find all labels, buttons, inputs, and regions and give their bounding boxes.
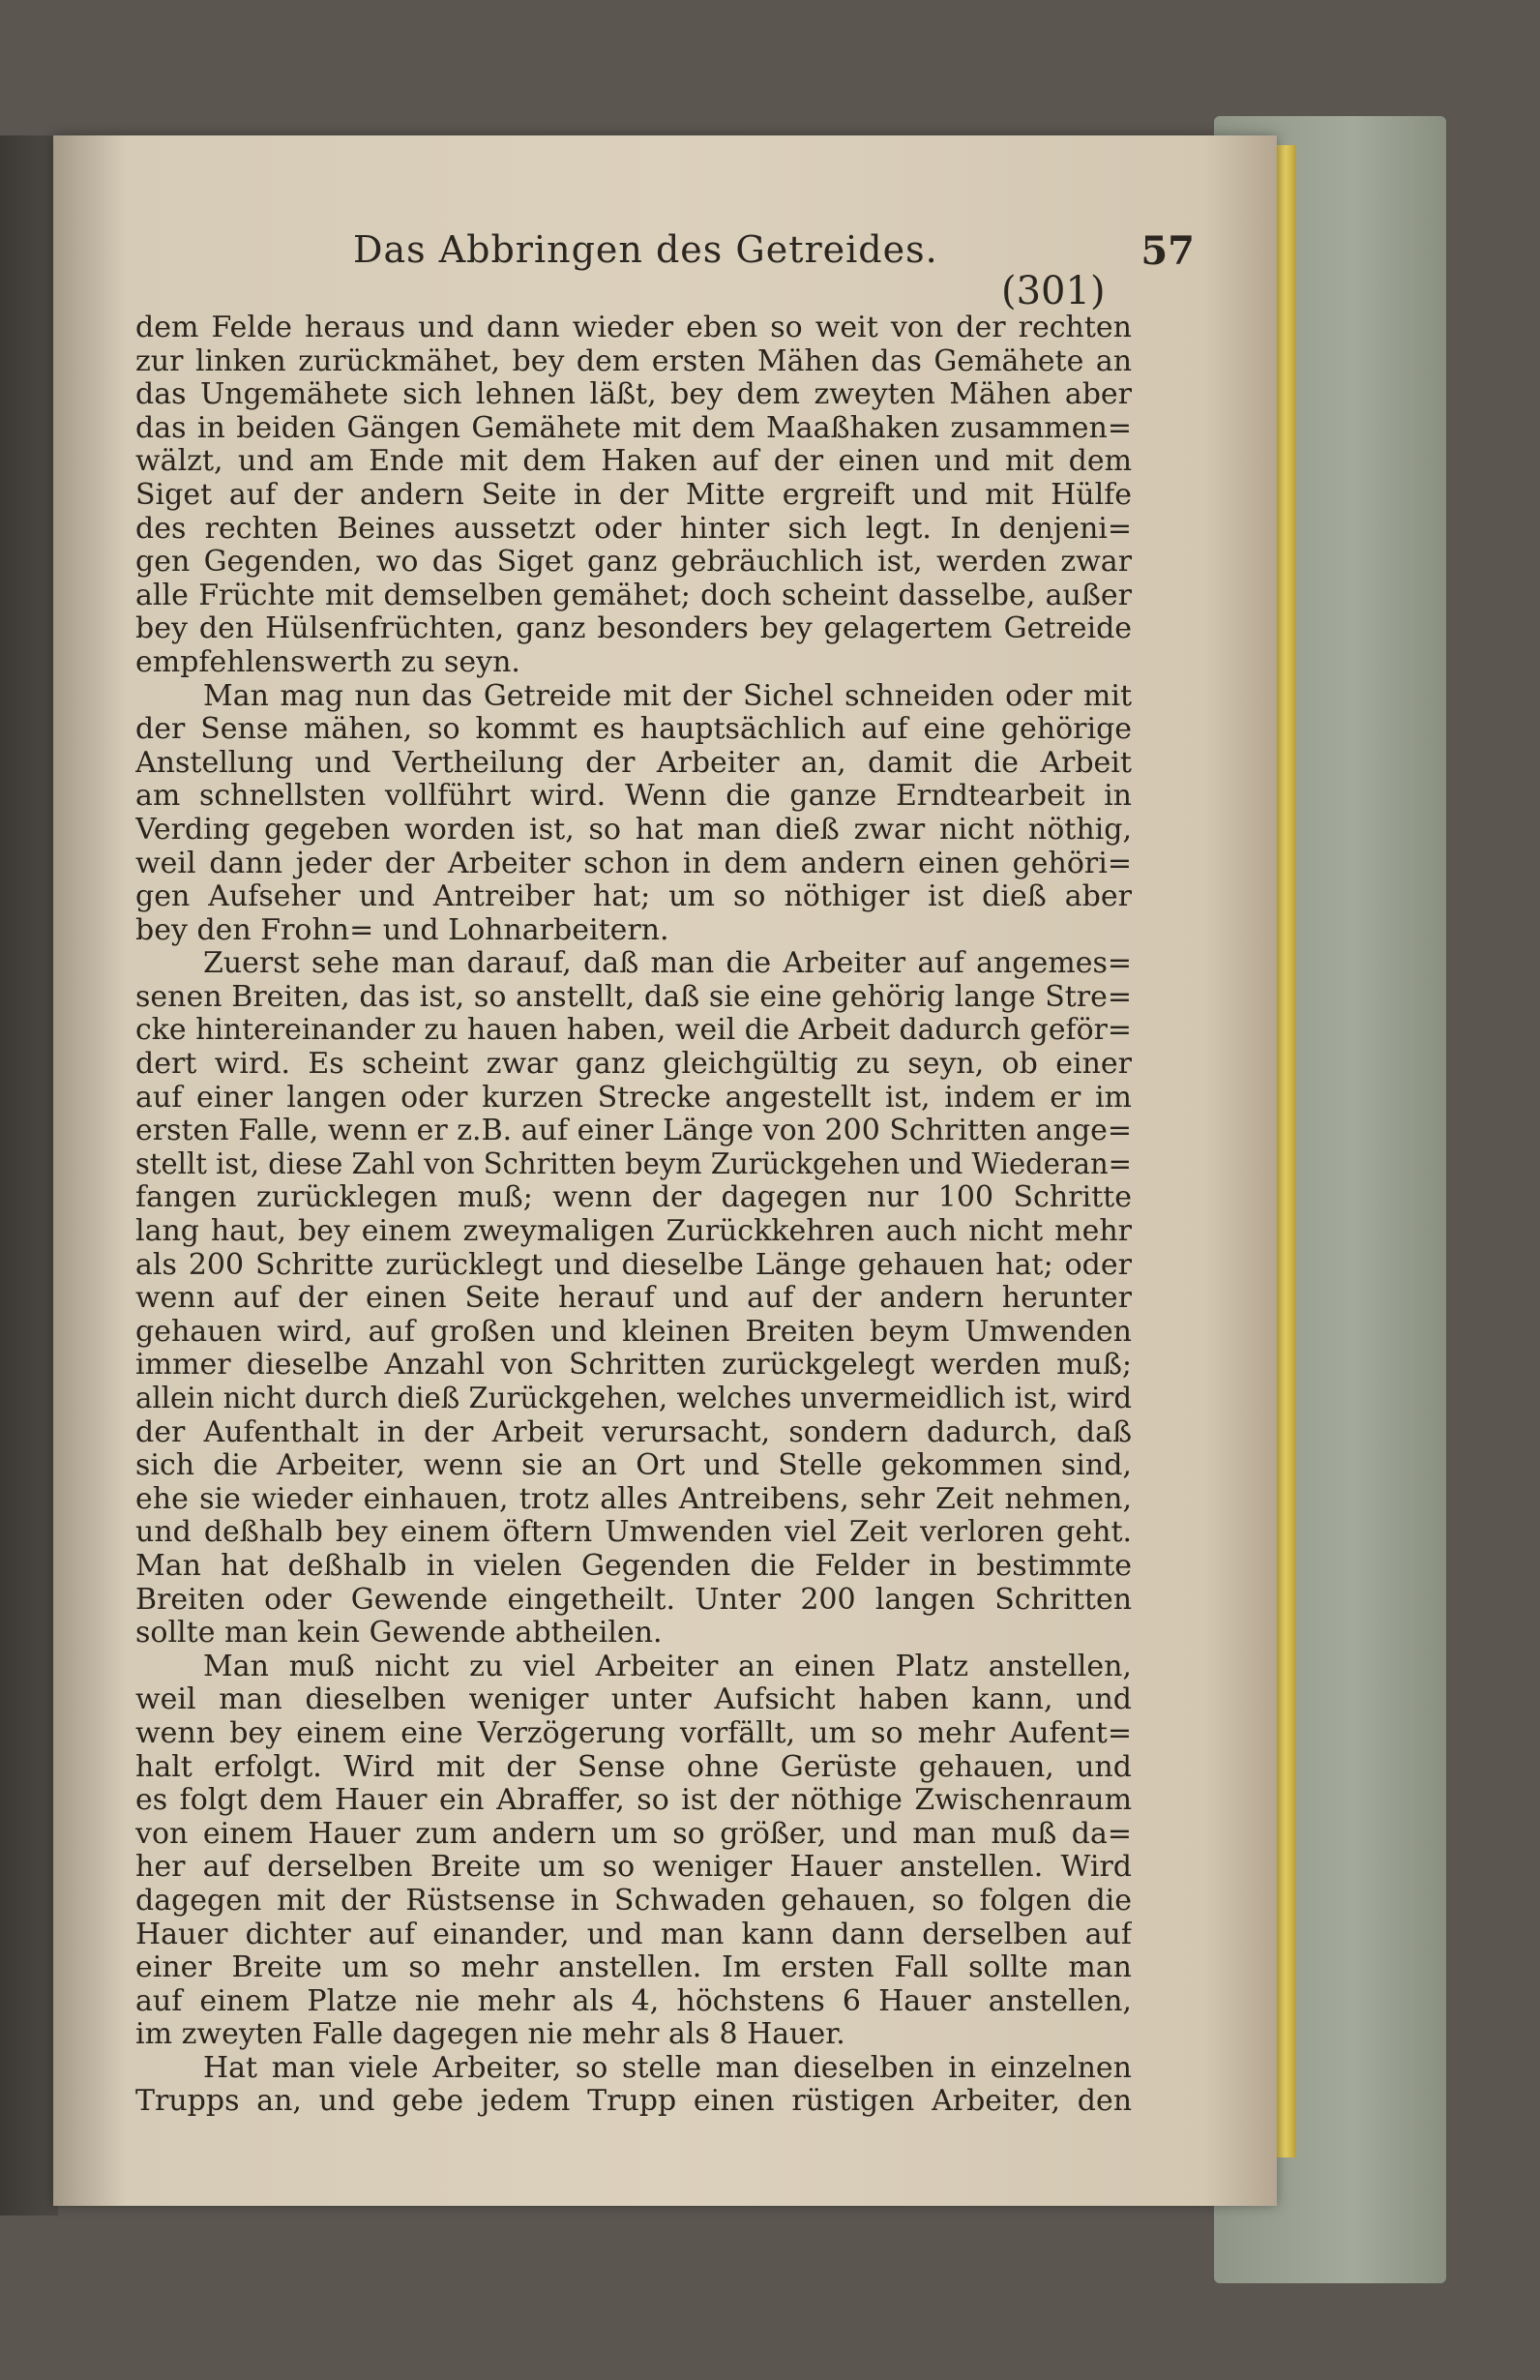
text-line: weil dann jeder der Arbeiter schon in dem andern einen gehöri= — [135, 847, 1132, 880]
text-line: immer dieselbe Anzahl von Schritten zurückgelegt werden muß; — [135, 1349, 1132, 1383]
text-line: auf einer langen oder kurzen Strecke angestellt ist, indem er im — [135, 1081, 1132, 1115]
text-line: empfehlenswerth zu seyn. — [135, 645, 520, 679]
text-line: sollte man kein Gewende abtheilen. — [135, 1617, 663, 1651]
section-number: (301) — [1001, 269, 1106, 313]
text-line: alle Früchte mit demselben gemähet; doch scheint dasselbe, außer — [135, 579, 1132, 612]
running-title: Das Abbringen des Getreides. — [353, 228, 938, 271]
text-line: allein nicht durch dieß Zurückgehen, welches unvermeidlich ist, wird — [135, 1383, 1132, 1415]
text-line: der Sense mähen, so kommt es hauptsächlich auf eine gehörige — [135, 713, 1132, 747]
text-line: des rechten Beines aussetzt oder hinter sich legt. In denjeni= — [135, 512, 1132, 546]
text-line: im zweyten Falle dagegen nie mehr als 8 Hauer. — [135, 2018, 845, 2052]
gilt-page-edge — [1275, 145, 1296, 2157]
text-line: das in beiden Gängen Gemähete mit dem Maaßhaken zusammen= — [135, 411, 1132, 445]
text-line: das Ungemähete sich lehnen läßt, bey dem zweyten Mähen aber — [135, 378, 1132, 412]
text-line: Verding gegeben worden ist, so hat man dieß zwar nicht nöthig, — [135, 813, 1132, 847]
text-line: Hauer dichter auf einander, und man kann dann derselben auf — [135, 1918, 1132, 1951]
text-line: von einem Hauer zum andern um so größer, und man muß da= — [135, 1817, 1132, 1851]
text-line: stellt ist, diese Zahl von Schritten beym Zurückgehen und Wiederan= — [135, 1147, 1132, 1181]
text-line: gen Gegenden, wo das Siget ganz gebräuchlich ist, werden zwar — [135, 546, 1132, 580]
text-line: als 200 Schritte zurücklegt und dieselbe Länge gehauen hat; oder — [135, 1248, 1132, 1282]
text-line: senen Breiten, das ist, so anstellt, daß sie eine gehörig lange Stre= — [135, 980, 1132, 1014]
text-line: wälzt, und am Ende mit dem Haken auf der einen und mit dem — [135, 445, 1132, 479]
text-line: wenn auf der einen Seite herauf und auf der andern herunter — [135, 1282, 1132, 1316]
text-line: weil man dieselben weniger unter Aufsicht haben kann, und — [135, 1683, 1132, 1717]
text-line: wenn bey einem eine Verzögerung vorfällt, um so mehr Aufent= — [135, 1716, 1132, 1750]
text-line: dem Felde heraus und dann wieder eben so weit von der rechten — [135, 312, 1132, 344]
text-line: sich die Arbeiter, wenn sie an Ort und Stelle gekommen sind, — [135, 1449, 1132, 1483]
text-line: Man hat deßhalb in vielen Gegenden die Felder in bestimmte — [135, 1549, 1132, 1583]
text-line: her auf derselben Breite um so weniger Hauer anstellen. Wird — [135, 1851, 1132, 1885]
text-line: gen Aufseher und Antreiber hat; um so nöthiger ist dieß aber — [135, 880, 1132, 914]
text-line: lang haut, bey einem zweymaligen Zurückkehren auch nicht mehr — [135, 1215, 1132, 1249]
text-line: fangen zurücklegen muß; wenn der dagegen nur 100 Schritte — [135, 1181, 1132, 1215]
text-line: Hat man viele Arbeiter, so stelle man dieselben in einzelnen — [203, 2051, 1132, 2085]
text-line: Man mag nun das Getreide mit der Sichel schneiden oder mit — [203, 679, 1132, 713]
text-line: Siget auf der andern Seite in der Mitte ergreift und mit Hülfe — [135, 478, 1132, 512]
text-line: zur linken zurückmähet, bey dem ersten Mähen das Gemähete an — [135, 344, 1132, 378]
text-line: am schnellsten vollführt wird. Wenn die ganze Erndtearbeit in — [135, 780, 1132, 814]
text-line: halt erfolgt. Wird mit der Sense ohne Gerüste gehauen, und — [135, 1750, 1132, 1784]
text-line: ersten Falle, wenn er z.B. auf einer Länge von 200 Schritten ange= — [135, 1115, 1132, 1148]
body-text — [135, 312, 1132, 2119]
text-line: Breiten oder Gewende eingetheilt. Unter 200 langen Schritten — [135, 1583, 1132, 1617]
text-line: dagegen mit der Rüstsense in Schwaden gehauen, so folgen die — [135, 1884, 1132, 1918]
text-line: auf einem Platze nie mehr als 4, höchstens 6 Hauer anstellen, — [135, 1984, 1132, 2018]
text-line: dert wird. Es scheint zwar ganz gleichgültig zu seyn, ob einer — [135, 1048, 1132, 1082]
text-line: und deßhalb bey einem öftern Umwenden viel Zeit verloren geht. — [135, 1516, 1132, 1550]
text-line: einer Breite um so mehr anstellen. Im ersten Fall sollte man — [135, 1951, 1132, 1985]
text-line: cke hintereinander zu hauen haben, weil die Arbeit dadurch geför= — [135, 1014, 1132, 1048]
text-line: bey den Frohn= und Lohnarbeitern. — [135, 913, 669, 947]
text-line: ehe sie wieder einhauen, trotz alles Antreibens, sehr Zeit nehmen, — [135, 1482, 1132, 1516]
text-line: Man muß nicht zu viel Arbeiter an einen Platz anstellen, — [203, 1650, 1132, 1683]
text-line: Trupps an, und gebe jedem Trupp einen rüstigen Arbeiter, den — [135, 2085, 1132, 2119]
text-line: Zuerst sehe man darauf, daß man die Arbeiter auf angemes= — [203, 947, 1132, 981]
text-line: es folgt dem Hauer ein Abraffer, so ist der nöthige Zwischenraum — [135, 1784, 1132, 1818]
text-line: bey den Hülsenfrüchten, ganz besonders bey gelagertem Getreide — [135, 612, 1132, 646]
text-line: der Aufenthalt in der Arbeit verursacht, sondern dadurch, daß — [135, 1415, 1132, 1449]
text-line: Anstellung und Vertheilung der Arbeiter an, damit die Arbeit — [135, 746, 1132, 780]
page-number: 57 — [1140, 228, 1195, 274]
text-line: gehauen wird, auf großen und kleinen Breiten beym Umwenden — [135, 1315, 1132, 1349]
left-page-strip — [0, 135, 58, 2216]
